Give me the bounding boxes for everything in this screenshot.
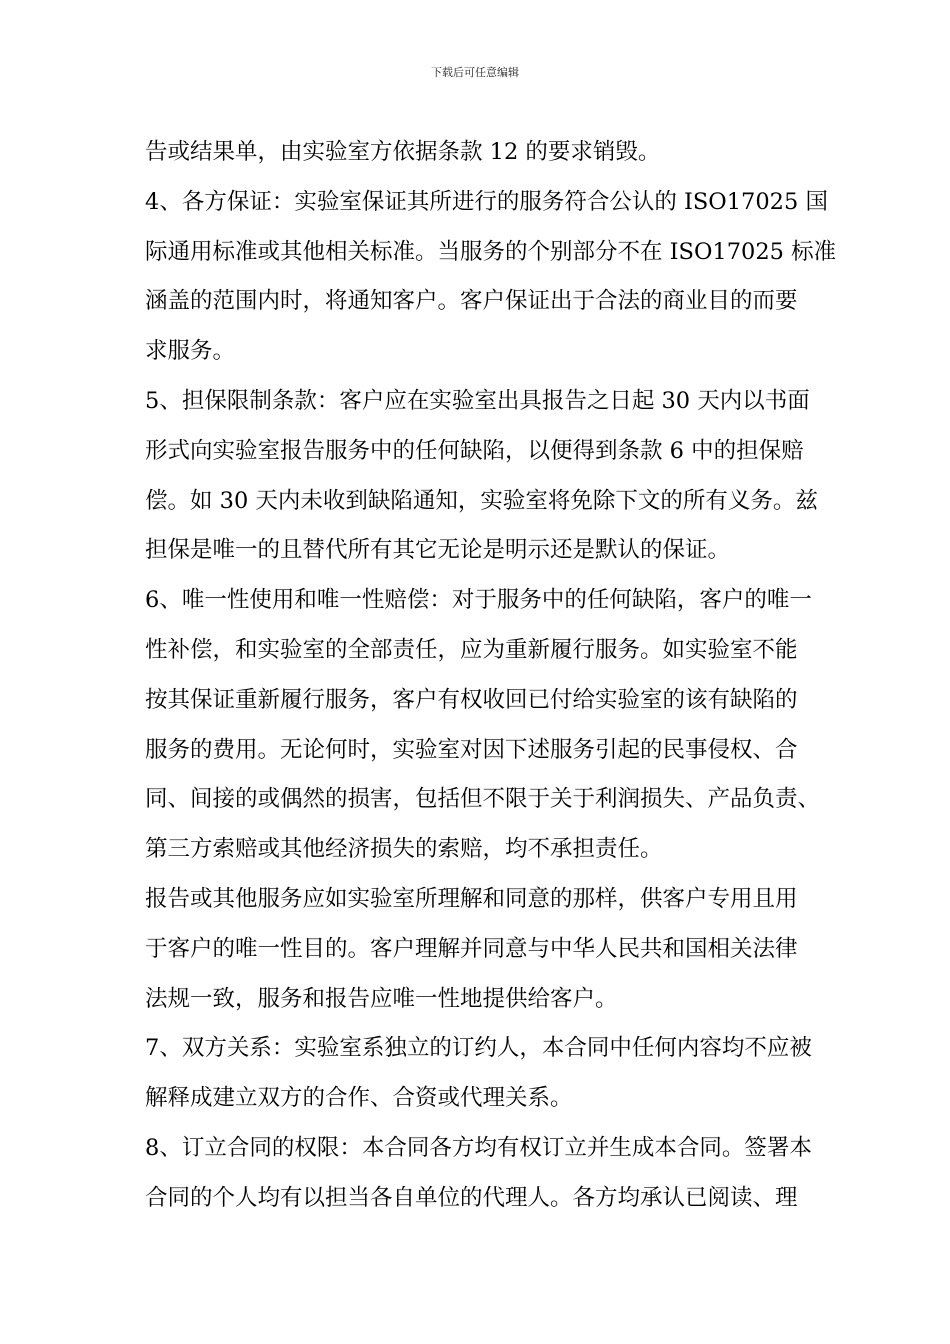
text-line: 形式向实验室报告服务中的任何缺陷，以便得到条款 6 中的担保赔 xyxy=(145,437,804,464)
text-line: 同、间接的或偶然的损害，包括但不限于关于利润损失、产品负责、 xyxy=(145,786,821,813)
text-line: 报告或其他服务应如实验室所理解和同意的那样，供客户专用且用 xyxy=(145,885,798,912)
text-line: 际通用标准或其他相关标准。当服务的个别部分不在 ISO17025 标准 xyxy=(145,238,837,265)
text-line: 性补偿，和实验室的全部责任，应为重新履行服务。如实验室不能 xyxy=(145,636,798,663)
text-line: 服务的费用。无论何时，实验室对因下述服务引起的民事侵权、合 xyxy=(145,736,798,763)
text-line: 担保是唯一的且替代所有其它无论是明示还是默认的保证。 xyxy=(145,537,731,564)
document-body xyxy=(145,128,845,1224)
text-line: 求服务。 xyxy=(145,338,236,365)
text-line: 合同的个人均有以担当各自单位的代理人。各方均承认已阅读、理 xyxy=(145,1184,798,1211)
text-line: 4、各方保证：实验室保证其所进行的服务符合公认的 ISO17025 国 xyxy=(145,188,828,215)
text-line: 于客户的唯一性目的。客户理解并同意与中华人民共和国相关法律 xyxy=(145,935,798,962)
text-line: 解释成建立双方的合作、合资或代理关系。 xyxy=(145,1085,573,1112)
text-line: 6、唯一性使用和唯一性赔偿：对于服务中的任何缺陷，客户的唯一 xyxy=(145,587,812,614)
text-line: 5、担保限制条款：客户应在实验室出具报告之日起 30 天内以书面 xyxy=(145,387,810,414)
text-line: 8、订立合同的权限：本合同各方均有权订立并生成本合同。签署本 xyxy=(145,1134,812,1161)
text-line: 按其保证重新履行服务，客户有权收回已付给实验室的该有缺陷的 xyxy=(145,686,798,713)
text-line: 告或结果单，由实验室方依据条款 12 的要求销毁。 xyxy=(145,139,661,165)
text-line: 法规一致，服务和报告应唯一性地提供给客户。 xyxy=(145,985,618,1012)
text-line: 偿。如 30 天内未收到缺陷通知，实验室将免除下文的所有义务。兹 xyxy=(145,487,818,514)
page-header: 下载后可任意编辑 xyxy=(431,66,519,79)
text-line: 7、双方关系：实验室系独立的订约人，本合同中任何内容均不应被 xyxy=(145,1035,812,1062)
text-line: 第三方索赔或其他经济损失的索赔，均不承担责任。 xyxy=(145,836,663,863)
text-line: 涵盖的范围内时，将通知客户。客户保证出于合法的商业目的而要 xyxy=(145,288,798,315)
